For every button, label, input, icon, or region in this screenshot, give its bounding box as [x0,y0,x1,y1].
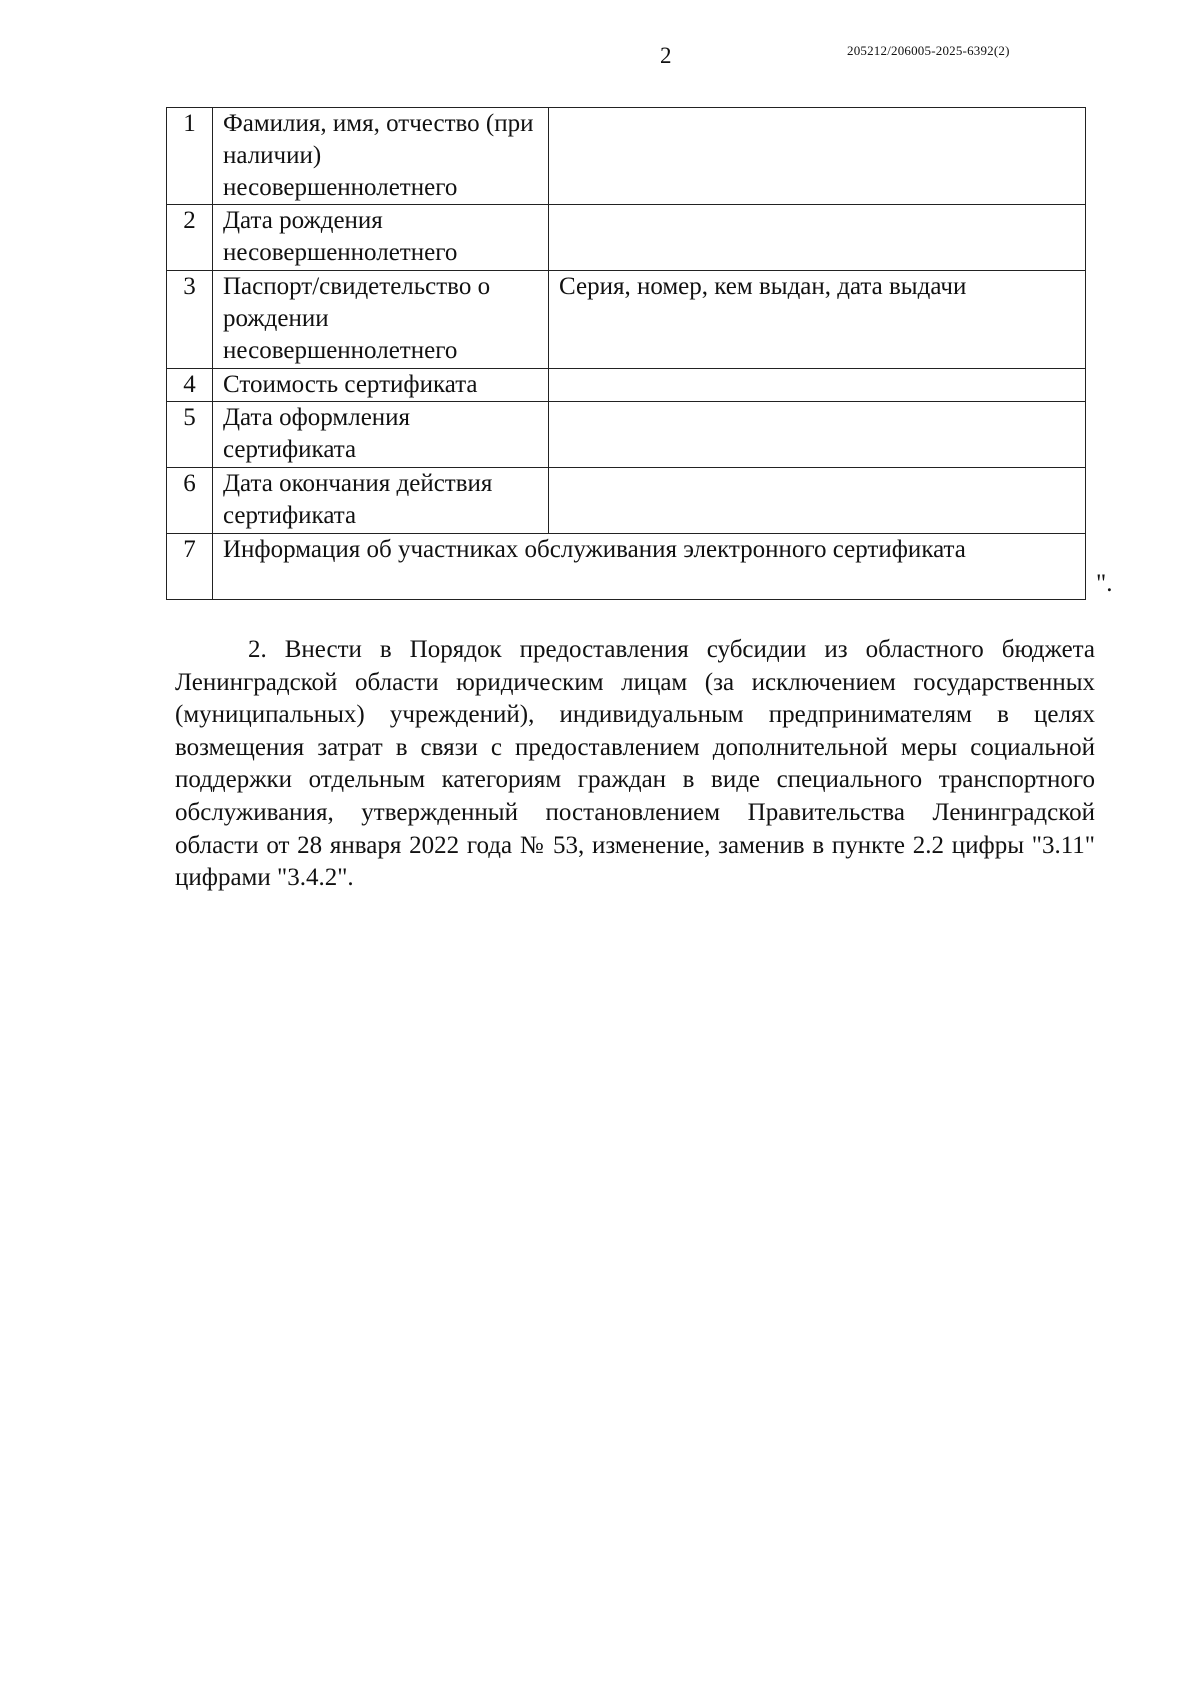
row-number: 5 [167,402,213,468]
row-value [549,468,1086,534]
row-label: Дата окончания действия сертификата [213,468,549,534]
row-label: Паспорт/свидетельство о рождении несовершеннолетнего [213,271,549,369]
row-label: Дата рождения несовершеннолетнего [213,205,549,271]
paragraph-2: 2. Внести в Порядок предоставления субсидии из областного бюджета Ленинградской области юридическим лицам (за исключением государственных (муниципальных) учреждений), индивидуальным предпринимателям в целях возмещения затрат в связи с предоставлением дополнительной меры социальной поддержки отдельным категориям граждан в виде специального транспортного обслуживания, утвержденный постановлением Правительства Ленинградской области от 28 января 2022 года № 53, изменение, заменив в пункте 2.2 цифры "3.11" цифрами "3.4.2". [175,636,1095,892]
row-value [549,205,1086,271]
table-row [167,468,1086,534]
row-number: 3 [167,271,213,369]
row-number: 4 [167,369,213,402]
table-row [167,534,1086,600]
closing-quote-mark: ". [1096,570,1113,597]
row-value: Серия, номер, кем выдан, дата выдачи [549,271,1086,369]
row-value [549,108,1086,205]
table-row [167,108,1086,205]
page-number: 2 [660,43,672,68]
table-row [167,369,1086,402]
row-number: 7 [167,534,213,600]
table-row [167,402,1086,468]
table-row [167,271,1086,369]
row-number: 2 [167,205,213,271]
row-number: 6 [167,468,213,534]
table-row [167,205,1086,271]
row-label: Дата оформления сертификата [213,402,549,468]
certificate-info-table [166,107,1086,600]
row-value [549,402,1086,468]
row-label: Стоимость сертификата [213,369,549,402]
row-value [549,369,1086,402]
row-label-wide: Информация об участниках обслуживания электронного сертификата [213,534,1086,600]
document-id: 205212/206005-2025-6392(2) [847,43,1010,58]
row-label: Фамилия, имя, отчество (при наличии) несовершеннолетнего [213,108,549,205]
row-number: 1 [167,108,213,205]
